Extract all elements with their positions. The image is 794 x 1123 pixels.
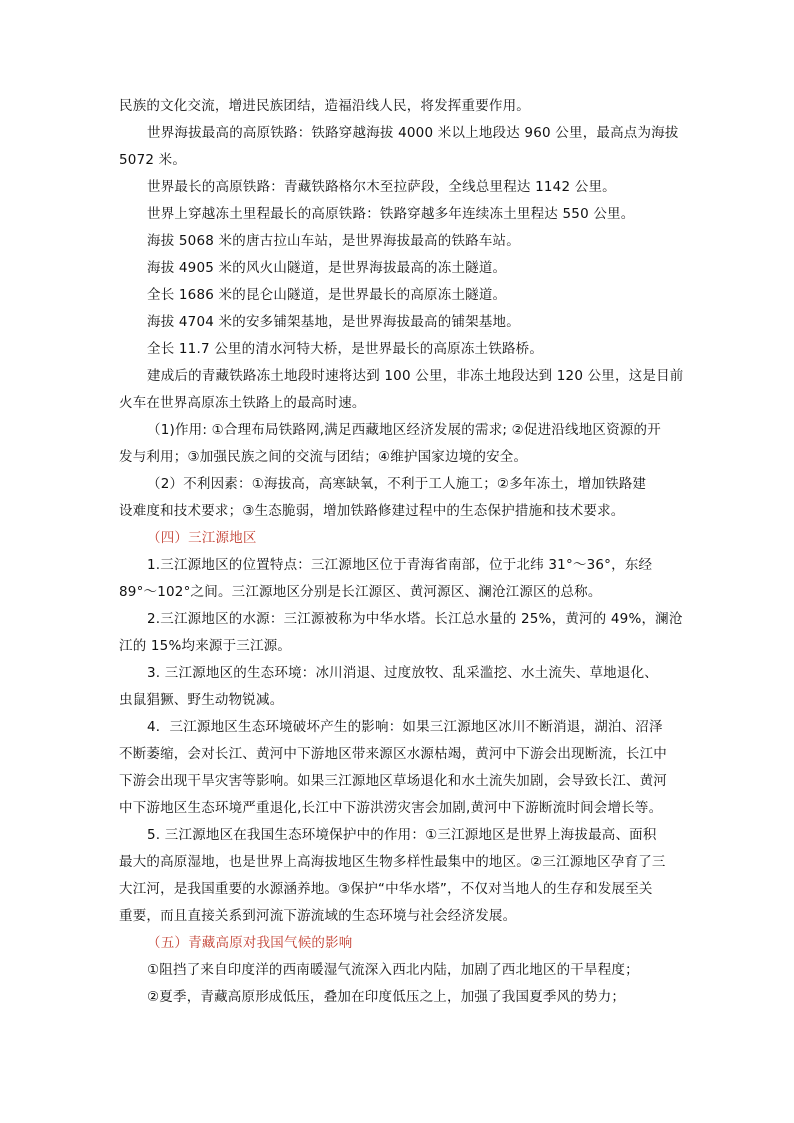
paragraph [119, 120, 679, 174]
text-line: 大江河，是我国重要的水源涵养地。③保护“中华水塔”，不仅对当地人的生存和发展至关 [119, 881, 653, 897]
text-line: 海拔 5068 米的唐古拉山车站，是世界海拔最高的铁路车站。 [147, 233, 520, 249]
paragraph [119, 255, 679, 282]
paragraph [119, 714, 679, 822]
paragraph [119, 606, 683, 660]
text-line: （2）不利因素：①海拔高，高寒缺氧，不利于工人施工；②多年冻土，增加铁路建 [147, 476, 647, 492]
text-line: 发与利用；③加强民族之间的交流与团结；④维护国家边境的安全。 [119, 449, 528, 465]
text-line: 中下游地区生态环境严重退化,长江中下游洪涝灾害会加剧,黄河中下游断流时间会增长等。 [119, 800, 663, 816]
text-line: 重要，而且直接关系到河流下游流域的生态环境与社会经济发展。 [119, 908, 517, 924]
paragraph [119, 957, 679, 984]
text-line: 全长 1686 米的昆仑山隧道，是世界最长的高原冻土隧道。 [147, 287, 507, 303]
paragraph [119, 228, 679, 255]
paragraph [119, 174, 679, 201]
text-line: 1.三江源地区的位置特点：三江源地区位于青海省南部，位于北纬 31°～36°，东经 [147, 557, 653, 573]
text-line: 火车在世界高原冻土铁路上的最高时速。 [119, 395, 366, 411]
paragraph [119, 552, 679, 606]
text-line: 世界上穿越冻土里程最长的高原铁路：铁路穿越多年连续冻土里程达 550 公里。 [147, 206, 635, 222]
paragraph [119, 417, 679, 471]
text-line: 全长 11.7 公里的清水河特大桥，是世界最长的高原冻土铁路桥。 [147, 341, 544, 357]
text-line: 设难度和技术要求；③生态脆弱，增加铁路修建过程中的生态保护措施和技术要求。 [119, 503, 625, 519]
text-line: 民族的文化交流，增进民族团结，造福沿线人民，将发挥重要作用。 [119, 98, 530, 114]
section-heading [119, 525, 679, 552]
text-line: 3. 三江源地区的生态环境：冰川消退、过度放牧、乱采滥挖、水土流失、草地退化、 [147, 665, 658, 681]
text-line: 89°～102°之间。三江源地区分别是长江源区、黄河源区、澜沧江源区的总称。 [119, 584, 602, 600]
paragraph [119, 822, 679, 930]
text-line: 海拔 4704 米的安多铺架基地，是世界海拔最高的铺架基地。 [147, 314, 520, 330]
text-line: 最大的高原湿地，也是世界上高海拔地区生物多样性最集中的地区。②三江源地区孕育了三 [119, 854, 666, 870]
text-line: 江的 15%均来源于三江源。 [119, 638, 292, 654]
paragraph [119, 282, 679, 309]
text-line: （1)作用: ①合理布局铁路网,满足西藏地区经济发展的需求; ②促进沿线地区资源的开 [147, 422, 661, 438]
text-line: 不断萎缩，会对长江、黄河中下游地区带来源区水源枯竭，黄河中下游会出现断流，长江中 [119, 746, 667, 762]
text-line: 世界最长的高原铁路：青藏铁路格尔木至拉萨段，全线总里程达 1142 公里。 [147, 179, 616, 195]
text-line: ②夏季，青藏高原形成低压，叠加在印度低压之上，加强了我国夏季风的势力； [147, 989, 626, 1005]
text-line: （五）青藏高原对我国气候的影响 [147, 935, 353, 951]
text-line: 建成后的青藏铁路冻土地段时速将达到 100 公里，非冻土地段达到 120 公里，这是目前 [147, 368, 684, 384]
text-line: 海拔 4905 米的风火山隧道，是世界海拔最高的冻土隧道。 [147, 260, 507, 276]
paragraph [119, 201, 679, 228]
paragraph [119, 660, 679, 714]
text-line: 下游会出现干旱灾害等影响。如果三江源地区草场退化和水土流失加剧，会导致长江、黄河 [119, 773, 667, 789]
paragraph [119, 336, 679, 363]
text-line: 5072 米。 [119, 152, 187, 168]
text-line: ①阻挡了来自印度洋的西南暖湿气流深入西北内陆，加剧了西北地区的干旱程度； [147, 962, 639, 978]
text-line: 5. 三江源地区在我国生态环境保护中的作用：①三江源地区是世界上海拔最高、面积 [147, 827, 657, 843]
paragraph [119, 471, 679, 525]
text-line: 世界海拔最高的高原铁路：铁路穿越海拔 4000 米以上地段达 960 公里，最高点为海拔 [147, 125, 679, 141]
text-line: 4．三江源地区生态环境破坏产生的影响：如果三江源地区冰川不断消退，湖泊、沼泽 [147, 719, 663, 735]
text-line: （四）三江源地区 [147, 530, 257, 546]
paragraph [119, 363, 684, 417]
text-line: 虫鼠猖獗、野生动物锐减。 [119, 692, 284, 708]
section-heading [119, 930, 679, 957]
paragraph [119, 93, 679, 120]
document-body [119, 93, 684, 1011]
paragraph [119, 309, 679, 336]
paragraph [119, 984, 679, 1011]
text-line: 2.三江源地区的水源：三江源被称为中华水塔。长江总水量的 25%，黄河的 49%，澜沧 [147, 611, 683, 627]
